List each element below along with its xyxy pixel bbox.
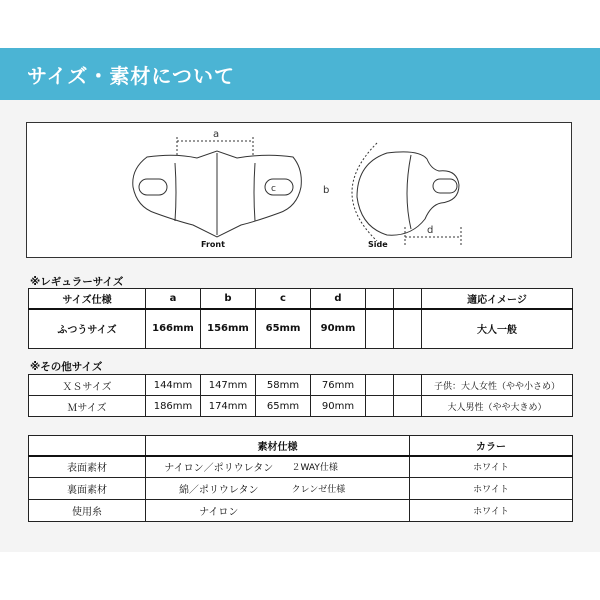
header-d: d	[311, 289, 366, 309]
cell-c: 65mm	[256, 396, 311, 417]
dim-c-label: c	[271, 184, 276, 194]
cell-d: 90mm	[311, 396, 366, 417]
cell-a: 166mm	[146, 309, 201, 349]
cell-part: 使用糸	[29, 500, 146, 522]
header-empty-1	[366, 289, 394, 309]
header-part	[29, 436, 146, 456]
dim-a-label: a	[213, 129, 220, 140]
cell-part: 表面素材	[29, 456, 146, 478]
cell-material: ナイロン／ポリウレタン	[146, 456, 292, 478]
cell-c: 65mm	[256, 309, 311, 349]
cell-b: 174mm	[201, 396, 256, 417]
cell-c: 58mm	[256, 375, 311, 396]
front-label: Front	[201, 240, 225, 249]
cell-empty-2	[394, 375, 422, 396]
header-b: b	[201, 289, 256, 309]
other-size-table	[28, 374, 573, 417]
side-mask-outline	[357, 152, 459, 235]
table-row	[29, 396, 573, 417]
page-title: サイズ・素材について	[27, 64, 235, 88]
material-table	[28, 435, 573, 522]
side-label: Side	[368, 240, 388, 249]
front-left-ear-hole	[139, 179, 167, 195]
header-color: カラー	[410, 436, 573, 456]
header-c: c	[256, 289, 311, 309]
header-material-spec: 素材仕様	[146, 436, 410, 456]
header-empty-2	[394, 289, 422, 309]
regular-size-label: ※レギュラーサイズ	[30, 276, 124, 288]
other-size-label: ※その他サイズ	[30, 361, 103, 373]
front-mask-right-panel	[254, 163, 255, 221]
cell-empty-2	[394, 309, 422, 349]
side-ear-hole	[433, 179, 457, 193]
cell-color: ホワイト	[410, 456, 573, 478]
dim-b-arc	[352, 143, 377, 241]
header-image: 適応イメージ	[422, 289, 573, 309]
cell-note: ２WAY仕様	[292, 456, 410, 478]
dim-b-label: b	[323, 185, 330, 196]
mask-diagram	[26, 122, 572, 258]
header-size-spec: サイズ仕様	[29, 289, 146, 309]
cell-a: 144mm	[146, 375, 201, 396]
cell-size-name: ふつうサイズ	[29, 309, 146, 349]
cell-material: 綿／ポリウレタン	[146, 478, 292, 500]
regular-size-table	[28, 288, 573, 349]
mask-diagram-svg	[27, 123, 573, 259]
cell-part: 裏面素材	[29, 478, 146, 500]
cell-color: ホワイト	[410, 478, 573, 500]
cell-b: 147mm	[201, 375, 256, 396]
cell-empty-1	[366, 309, 394, 349]
cell-empty-1	[366, 375, 394, 396]
cell-empty-2	[394, 396, 422, 417]
dim-d-label: d	[427, 225, 434, 236]
cell-empty-1	[366, 396, 394, 417]
cell-a: 186mm	[146, 396, 201, 417]
side-mask-seam	[407, 155, 411, 229]
cell-image: 大人男性（やや大きめ）	[422, 396, 573, 417]
cell-size-name: ＸＳサイズ	[29, 375, 146, 396]
table-row	[29, 478, 573, 500]
table-row	[29, 456, 573, 478]
table-row	[29, 500, 573, 522]
title-banner	[0, 48, 600, 100]
front-mask-left-panel	[175, 163, 176, 221]
regular-header-row	[29, 289, 573, 309]
cell-image: 大人一般	[422, 309, 573, 349]
cell-note	[292, 500, 410, 522]
cell-b: 156mm	[201, 309, 256, 349]
table-row	[29, 375, 573, 396]
front-right-ear-hole	[265, 179, 293, 195]
cell-d: 76mm	[311, 375, 366, 396]
regular-size-row	[29, 309, 573, 349]
cell-d: 90mm	[311, 309, 366, 349]
cell-size-name: Ｍサイズ	[29, 396, 146, 417]
cell-material: ナイロン	[146, 500, 292, 522]
material-header-row	[29, 436, 573, 456]
cell-image: 子供：大人女性（やや小さめ）	[422, 375, 573, 396]
header-a: a	[146, 289, 201, 309]
cell-color: ホワイト	[410, 500, 573, 522]
cell-note: クレンゼ仕様	[292, 478, 410, 500]
